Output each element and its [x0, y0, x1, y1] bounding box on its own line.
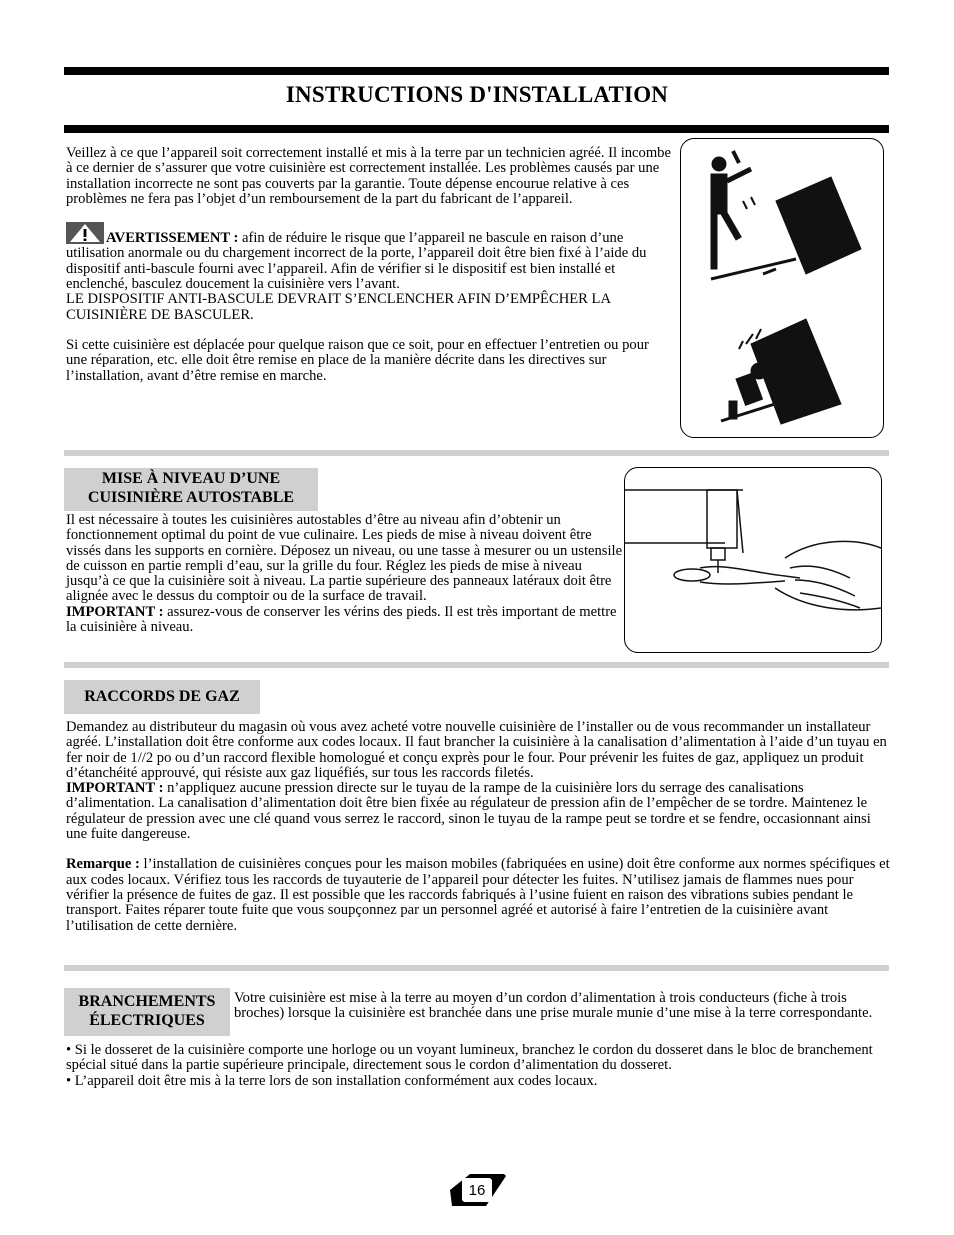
- gas-text: [66, 720, 890, 934]
- tip-over-figure-icon: [681, 139, 883, 437]
- electrical-header-line-1: BRANCHEMENTS: [78, 993, 216, 1010]
- intro-paragraph-1: Veillez à ce que l’appareil soit correctement installé et mis à la terre par un technicien agréé. Il incombe à ce dernier de s’assurer que votre cuisinière est correctement installée. Les problèmes causés par une installation incorrecte ne sont pas couverts par la garantie. Toute dépense encourue relative à ces problèmes ne fera pas l’objet d’un remboursement de la part du fabricant de l’appareil.: [66, 145, 671, 207]
- gas-remark-text: l’installation de cuisinières conçues pour les maison mobiles (fabriquées en usine) doit être conforme aux normes spécifiques et aux codes locaux. Vérifiez tous les raccords de tuyauterie de l’appareil pour détecter les fuites. N’utilisez jamais de flammes nues pour vérifier la présence de fuites de gaz. Il est possible que les raccords fabriqués à l’usine fuient en raison des vibrations subies pendant le transport. Faites réparer toute fuite que vous soupçonnez par un personnel agréé et autorisé à faire l’entretien de la cuisinière avant l’utilisation de cette dernière.: [66, 856, 890, 934]
- leveling-header: [64, 468, 318, 511]
- leveling-text: [66, 513, 624, 635]
- gas-remark-label: Remarque :: [66, 856, 140, 873]
- title-rule: [64, 125, 889, 133]
- intro-text: [66, 146, 672, 384]
- warning-text: afin de réduire le risque que l’appareil ne bascule en raison d’une utilisation anormale ou du chargement incorrect de la porte, l’appareil doit être bien fixé à l’aide du dispositif anti-bascule fourni avec l’appareil. Afin de vérifier si le dispositif est bien installé et enclenché, basculez doucement la cuisinière vers l’avant.: [66, 230, 647, 293]
- page-title: INSTRUCTIONS D'INSTALLATION: [285, 82, 669, 107]
- top-rule: [64, 67, 889, 75]
- electrical-bullets: [66, 1043, 878, 1089]
- electrical-intro: Votre cuisinière est mise à la terre au moyen d’un cordon d’alimentation à trois conducteurs (fiche à trois broches) lorsque la cuisinière est branchée dans une prise murale munie d’une mise à la terre correspondante.: [234, 990, 873, 1022]
- tip-over-illustration: [680, 138, 884, 438]
- section-divider-2: [64, 662, 889, 668]
- page-number: 16: [468, 1182, 486, 1199]
- electrical-bullet-2: • L’appareil doit être mis à la terre lors de son installation conformément aux codes locaux.: [66, 1072, 598, 1089]
- gas-paragraph-1: Demandez au distributeur du magasin où vous avez acheté votre nouvelle cuisinière de l’installer ou de vous recommander un installateur agréé. L’installation doit être conforme aux codes locaux. Il faut brancher la cuisinière à la canalisation d’alimentation à l’aide d’un tuyau en fer noir de 1//2 po ou d’un raccord flexible homologué et conçu exprès pour le four. Pour prévenir les fuites de gaz, appliquez un produit d’étanchéité approuvé, qui résiste aux gaz liquéfiés, sur tous les raccords filetés.: [66, 719, 887, 781]
- leveling-important-text: assurez-vous de conserver les vérins des pieds. Il est très important de mettre la cuisinière à niveau.: [66, 603, 617, 636]
- gas-important-label: IMPORTANT :: [66, 780, 164, 797]
- leveling-body: Il est nécessaire à toutes les cuisinières autostables d’être au niveau afin d’obtenir un fonctionnement optimal du point de vue culinaire. Les pieds de mise à niveau doivent être vissés dans les supports en cornière. Déposez un niveau, ou une tasse à mesurer ou un ustensile de cuisson en partie rempli d’eau, sur la grille du four. Réglez les pieds de mise à niveau jusqu’à ce que la cuisinière soit à niveau. La partie supérieure des panneaux latéraux doit être alignée avec le dessus du comptoir ou de la surface de travail.: [66, 512, 623, 605]
- leveling-illustration: [624, 467, 882, 653]
- section-divider-1: [64, 450, 889, 456]
- wrench-leg-icon: [625, 468, 881, 652]
- leveling-header-line-1: MISE À NIVEAU D’UNE: [101, 470, 281, 487]
- warning-icon: [66, 222, 104, 244]
- gas-header: RACCORDS DE GAZ: [64, 680, 260, 714]
- page-number-badge: [446, 1172, 508, 1210]
- electrical-header: [64, 988, 230, 1036]
- leveling-important-label: IMPORTANT :: [66, 603, 164, 620]
- electrical-bullet-1: • Si le dosseret de la cuisinière comporte une horloge ou un voyant lumineux, branchez le cordon du dosseret dans le bloc de branchement spécial situé dans la partie supérieure principale, directement sous le cordon d’alimentation du dosseret.: [66, 1042, 873, 1074]
- warning-caps: LE DISPOSITIF ANTI-BASCULE DEVRAIT S’ENCLENCHER AFIN D’EMPÊCHER LA CUISINIÈRE DE BASCULER.: [66, 291, 611, 323]
- intro-paragraph-3: Si cette cuisinière est déplacée pour quelque raison que ce soit, pour en effectuer l’entretien ou pour une réparation, etc. elle doit être remise en place de la manière décrite dans les directives sur l’installation, avant d’être remise en marche.: [66, 336, 649, 384]
- leveling-header-line-2: CUISINIÈRE AUTOSTABLE: [87, 489, 295, 506]
- gas-important-text: n’appliquez aucune pression directe sur le tuyau de la rampe de la cuisinière lors du serrage des canalisations d’alimentation. La canalisation d’alimentation doit être bien fixée au régulateur de pression afin de l’empêcher de se tordre. Maintenez le régulateur de pression avec une clé quand vous serrez le raccord, sinon le tuyau de la rampe peut se tordre et se fendre, occasionnant ainsi une fuite dangereuse.: [66, 780, 871, 843]
- warning-paragraph: [66, 222, 672, 323]
- section-divider-3: [64, 965, 889, 971]
- warning-label: AVERTISSEMENT :: [106, 230, 239, 247]
- electrical-header-line-2: ÉLECTRIQUES: [89, 1012, 205, 1029]
